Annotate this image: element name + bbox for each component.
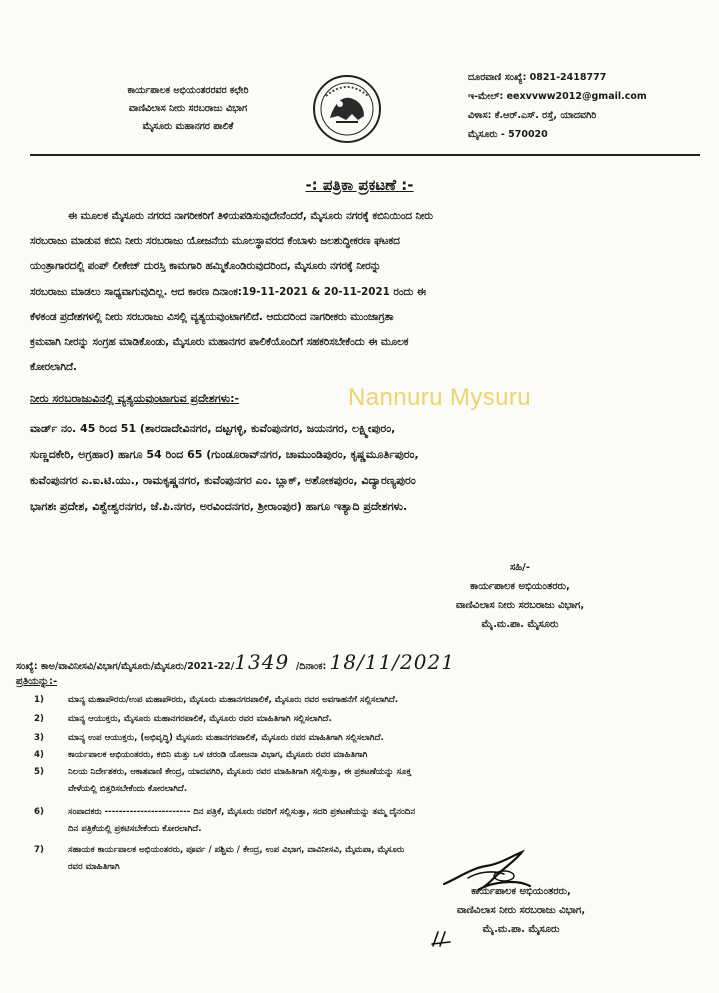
header-divider xyxy=(30,154,700,156)
corporation-name: ಮೈಸೂರು ಮಹಾನಗರ ಪಾಲಿಕೆ xyxy=(142,121,234,132)
copy-to-heading: ಪ್ರತಿಯನ್ನು:- xyxy=(16,676,58,687)
signatory-division: ವಾಣಿವಿಲಾಸ ನೀರು ಸರಬರಾಜು ವಿಭಾಗ, xyxy=(456,905,586,916)
areas-line: ಸುಣ್ಣದಕೇರಿ, ಅಗ್ರಹಾರ) ಹಾಗೂ 54 ರಿಂದ 65 (ಗುಂಡೂರಾವ್‌ನಗರ, ಚಾಮುಂಡಿಪುರಂ, ಕೃಷ್ಣಮೂರ್ತಿಪುರಂ, xyxy=(30,448,419,461)
list-item xyxy=(30,692,630,709)
paragraph-line: ಕೋರಲಾಗಿದೆ. xyxy=(30,361,77,374)
list-number: 2) xyxy=(34,714,44,724)
division-name: ವಾಣಿವಿಲಾಸ ನೀರು ಸರಬರಾಜು ವಿಭಾಗ xyxy=(128,103,248,114)
reference-line xyxy=(16,650,706,674)
signatory-designation: ಕಾರ್ಯಪಾಲಕ ಅಭಿಯಂತರರು, xyxy=(471,886,571,897)
reference-number: 1349 xyxy=(234,650,290,674)
list-item xyxy=(30,764,630,798)
office-header-right xyxy=(468,68,708,144)
paragraph-line: ಯಂತ್ರಾಗಾರದಲ್ಲಿ ಪಂಪ್ ಲೀಕೇಜ್ ದುರಸ್ತಿ ಕಾಮಗಾರಿ ಹಮ್ಮಿಕೊಂಡಿರುವುದರಿಂದ, ಮೈಸೂರು ನಗರಕ್ಕೆ ನೀರನ್ನು xyxy=(30,260,381,273)
signatory-org: ಮೈ.ಮ.ಪಾ. ಮೈಸೂರು xyxy=(481,619,559,630)
list-number: 4) xyxy=(34,750,44,760)
copy-to-list xyxy=(30,692,630,876)
date-label: /ದಿನಾಂಕ: xyxy=(295,661,327,672)
list-item xyxy=(30,730,630,747)
municipal-emblem-icon xyxy=(312,74,382,144)
list-text: ಸಂಪಾದಕರು ------------------------ ದಿನ ಪತ್ರಿಕೆ, ಮೈಸೂರು ರವರಿಗೆ ಸಲ್ಲಿಸುತ್ತಾ, ಸದರಿ ಪ್ರಕಟಣೆಯನ್ನು ತಮ್ಮ ದೈನಂದಿನ xyxy=(68,807,416,817)
signed-mark: ಸಹಿ/- xyxy=(510,562,530,573)
list-text-continued: ವೇಳೆಯಲ್ಲಿ ಬಿತ್ತರಿಸಬೇಕೆಂದು ಕೋರಲಾಗಿದೆ. xyxy=(68,784,188,794)
list-text: ಕಾರ್ಯಪಾಲಕ ಅಭಿಯಂತರರು, ಕಬಿನಿ ಮತ್ತು ಒಳ ಚರಂಡಿ ಯೋಜನಾ ವಿಭಾಗ, ಮೈಸೂರು ರವರ ಮಾಹಿತಿಗಾಗಿ xyxy=(68,750,368,760)
list-number: 3) xyxy=(34,733,44,743)
list-text-continued: ರವರ ಮಾಹಿತಿಗಾಗಿ xyxy=(68,862,120,872)
list-item xyxy=(30,842,630,876)
list-number: 6) xyxy=(34,807,44,817)
signatory-block-1 xyxy=(400,558,640,634)
signatory-division: ವಾಣಿವಿಲಾಸ ನೀರು ಸರಬರಾಜು ವಿಭಾಗ, xyxy=(455,600,585,611)
list-item xyxy=(30,711,630,728)
areas-line: ವಾರ್ಡ್ ನಂ. 45 ರಿಂದ 51 (ಶಾರದಾದೇವಿನಗರ, ದಟ್ಟಗಳ್ಳಿ, ಕುವೆಂಪುನಗರ, ಜಯನಗರ, ಲಕ್ಷ್ಮೀಪುರಂ, xyxy=(30,422,396,435)
list-text: ನಿಲಯ ನಿರ್ದೇಶಕರು, ಆಕಾಶವಾಣಿ ಕೇಂದ್ರ, ಯಾದವಗಿರಿ, ಮೈಸೂರು ರವರ ಮಾಹಿತಿಗಾಗಿ ಸಲ್ಲಿಸುತ್ತಾ, ಈ ಪ್ರಕಟಣೆಯನ್ನು ಸೂಕ್ತ xyxy=(68,767,412,777)
handwritten-initials-icon xyxy=(430,930,452,948)
list-text: ಸಹಾಯಕ ಕಾರ್ಯಪಾಲಕ ಅಭಿಯಂತರರು, ಪೂರ್ವ / ಪಶ್ಚಿಮ / ಕೇಂದ್ರ, ಉಪ ವಿಭಾಗ, ವಾವಿನೀಸವಿ, ಮೈಮಪಾ, ಮೈಸೂರು xyxy=(68,845,405,855)
signatory-org: ಮೈ.ಮ.ಪಾ. ಮೈಸೂರು xyxy=(482,924,560,935)
list-item xyxy=(30,804,630,838)
document-title: -: ಪತ್ರಿಕಾ ಪ್ರಕಟಣೆ :- xyxy=(305,176,414,194)
office-address: ವಿಳಾಸ: ಕೆ.ಆರ್.ಎಸ್. ರಸ್ತೆ, ಯಾದವಗಿರಿ xyxy=(468,110,597,121)
list-text: ಮಾನ್ಯ ಮಹಾಪೌರರು/ಉಪ ಮಹಾಪೌರರು, ಮೈಸೂರು ಮಹಾನಗರಪಾಲಿಕೆ, ಮೈಸೂರು ರವರ ಅವಗಾಹನೆಗೆ ಸಲ್ಲಿಸಲಾಗಿದೆ. xyxy=(68,695,399,705)
affected-areas-list xyxy=(30,416,680,520)
areas-line: ಕುವೆಂಪುನಗರ ಎ.ಐ.ಟಿ.ಯು., ರಾಮಕೃಷ್ಣನಗರ, ಕುವೆಂಪುನಗರ ಎಂ. ಬ್ಲಾಕ್, ಅಶೋಕಪುರಂ, ವಿದ್ಯಾರಣ್ಯಪುರಂ xyxy=(30,474,416,487)
email-address: ಇ-ಮೇಲ್: eexvvww2012@gmail.com xyxy=(468,91,647,102)
office-name: ಕಾರ್ಯಪಾಲಕ ಅಭಿಯಂತರರವರ ಕಛೇರಿ xyxy=(127,85,249,96)
paragraph-line: ಕೆಳಕಂಡ ಪ್ರದೇಶಗಳಲ್ಲಿ ನೀರು ಸರಬರಾಜು ವಿಸಲ್ಲಿ ವ್ಯತ್ಯಯವುಂಟಾಗಲಿದೆ. ಆದುದರಿಂದ ನಾಗರೀಕರು ಮುಂಜಾಗ್ರತಾ xyxy=(30,310,394,323)
office-city: ಮೈಸೂರು - 570020 xyxy=(468,129,548,140)
list-number: 1) xyxy=(34,695,44,705)
list-text: ಮಾನ್ಯ ಉಪ ಆಯುಕ್ತರು, (ಅಭಿವೃದ್ಧಿ) ಮೈಸೂರು ಮಹಾನಗರಪಾಲಿಕೆ, ಮೈಸೂರು ರವರ ಮಾಹಿತಿಗಾಗಿ ಸಲ್ಲಿಸಲಾಗಿದೆ. xyxy=(68,733,384,743)
list-item xyxy=(30,747,630,764)
reference-prefix: ಸಂಖ್ಯೆ: ಕಾಅ/ವಾವಿನೀಸವಿ/ವಿಭಾಗ/ಮೈಸೂರು/ಮೈಸೂರು/2021-22/ xyxy=(16,661,235,672)
paragraph-line: ಕ್ರಮವಾಗಿ ನೀರನ್ನು ಸಂಗ್ರಹ ಮಾಡಿಕೊಂಡು, ಮೈಸೂರು ಮಹಾನಗರ ಪಾಲಿಕೆಯೊಂದಿಗೆ ಸಹಕರಿಸಬೇಕೆಂದು ಈ ಮೂಲಕ xyxy=(30,336,409,349)
watermark-text: Nannuru Mysuru xyxy=(348,384,532,411)
areas-line: ಭಾಗಶಃ ಪ್ರದೇಶ, ವಿಶ್ವೇಶ್ವರನಗರ, ಜೆ.ಪಿ.ನಗರ, ಅರವಿಂದನಗರ, ಶ್ರೀರಾಂಪುರ) ಹಾಗೂ ಇತ್ಯಾದಿ ಪ್ರದೇಶಗಳು. xyxy=(30,500,408,513)
paragraph-line: ಸರಬರಾಜು ಮಾಡಲು ಸಾಧ್ಯವಾಗುವುದಿಲ್ಲ. ಆದ ಕಾರಣ ದಿನಾಂಕ:19-11-2021 & 20-11-2021 ರಂದು ಈ xyxy=(30,285,426,298)
paragraph-line: ಸರಬರಾಜು ಮಾಡುವ ಕಬಿನಿ ನೀರು ಸರಬರಾಜು ಯೋಜನೆಯ ಮೂಲಸ್ಥಾವರದ ಕೆಂಬಾಳು ಜಲಶುದ್ಧೀಕರಣ ಘಟಕದ xyxy=(30,235,400,248)
reference-date: 18/11/2021 xyxy=(329,650,455,674)
list-text-continued: ದಿನ ಪತ್ರಿಕೆಯಲ್ಲಿ ಪ್ರಕಟಿಸಬೇಕೆಂದು ಕೋರಲಾಗಿದೆ. xyxy=(68,824,202,834)
notice-paragraph xyxy=(30,204,675,380)
list-text: ಮಾನ್ಯ ಆಯುಕ್ತರು, ಮೈಸೂರು ಮಹಾನಗರಪಾಲಿಕೆ, ಮೈಸೂರು ರವರ ಮಾಹಿತಿಗಾಗಿ ಸಲ್ಲಿಸಲಾಗಿದೆ. xyxy=(68,714,332,724)
list-number: 5) xyxy=(34,767,44,777)
office-header-left xyxy=(68,82,308,136)
paragraph-line: ಈ ಮೂಲಕ ಮೈಸೂರು ನಗರದ ನಾಗರೀಕರಿಗೆ ತಿಳಿಯಪಡಿಸುವುದೇನೆಂದರೆ, ಮೈಸೂರು ನಗರಕ್ಕೆ ಕಬಿನಿಯಿಂದ ನೀರು xyxy=(68,210,433,222)
affected-areas-heading: ನೀರು ಸರಬರಾಜುವಿನಲ್ಲಿ ವ್ಯತ್ಯಯವುಂಟಾಗುವ ಪ್ರದೇಶಗಳು:- xyxy=(30,392,240,405)
signatory-designation: ಕಾರ್ಯಪಾಲಕ ಅಭಿಯಂತರರು, xyxy=(470,581,570,592)
phone-number: ದೂರವಾಣಿ ಸಂಖ್ಯೆ: 0821-2418777 xyxy=(468,72,607,83)
list-number: 7) xyxy=(34,845,44,855)
